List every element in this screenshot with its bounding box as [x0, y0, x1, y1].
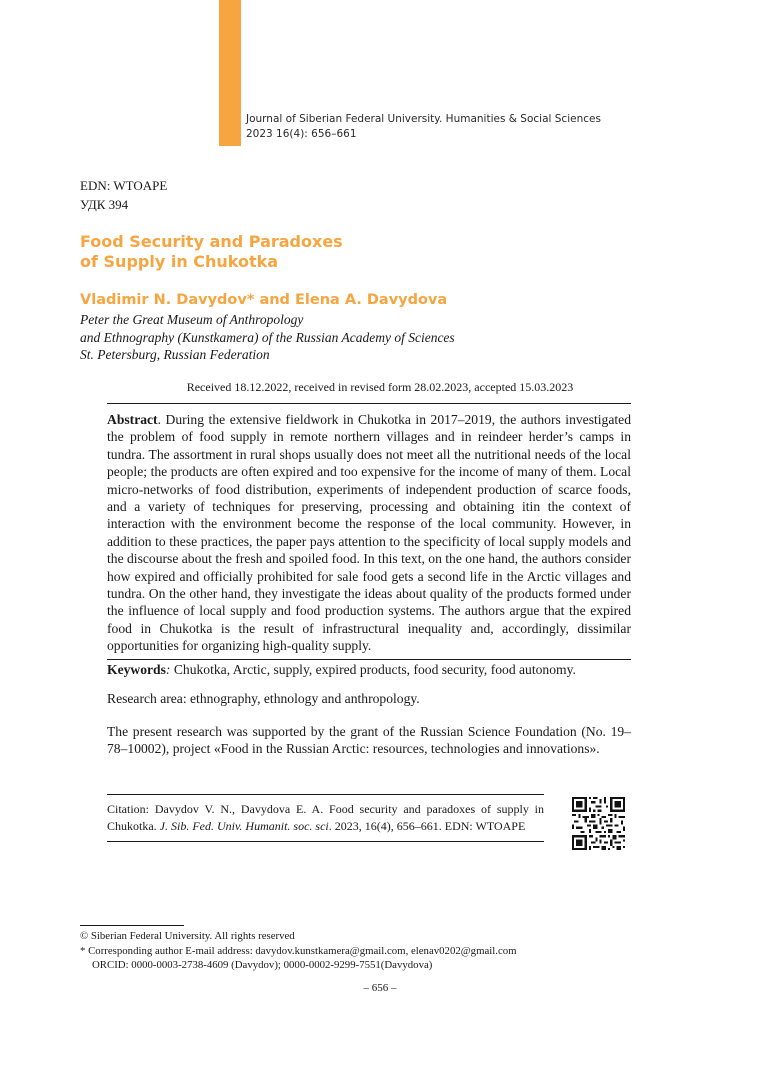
- udk-code: УДК 394: [80, 197, 129, 212]
- article-title: [80, 232, 343, 272]
- classification-codes: [80, 176, 167, 214]
- keywords-colon: :: [165, 662, 171, 677]
- journal-header: [246, 112, 601, 142]
- abstract-label: Abstract: [107, 412, 158, 427]
- affiliation-line-1: Peter the Great Museum of Anthropology: [80, 312, 304, 327]
- affiliation-line-2: and Ethnography (Kunstkamera) of the Russian Academy of Sciences: [80, 329, 455, 345]
- journal-issue: 2023 16(4): 656–661: [246, 128, 357, 140]
- qr-code[interactable]: [572, 797, 625, 850]
- citation-authors: Citation: Davydov V. N., Davydova E. A. Food security and paradoxes of supply in Chukotka.: [107, 802, 544, 833]
- affiliation-line-3: St. Petersburg, Russian Federation: [80, 347, 270, 362]
- footnotes: [80, 929, 517, 973]
- page-number: – 656 –: [363, 982, 397, 994]
- corresponding-author-note: * Corresponding author E-mail address: davydov.kunstkamera@gmail.com, elenav0202@gmail.com: [80, 944, 517, 957]
- keywords-text: Chukotka, Arctic, supply, expired products, food security, food autonomy.: [170, 662, 576, 677]
- received-dates: Received 18.12.2022, received in revised form 28.02.2023, accepted 15.03.2023: [186, 380, 574, 394]
- abstract: [107, 403, 631, 660]
- research-area: Research area: ethnography, ethnology and anthropology.: [107, 691, 420, 706]
- title-line-1: Food Security and Paradoxes: [80, 232, 343, 251]
- citation: [107, 794, 544, 842]
- title-line-2: of Supply in Chukotka: [80, 252, 279, 271]
- keywords-label: Keywords: [107, 662, 166, 677]
- journal-name: Journal of Siberian Federal University. Humanities & Social Sciences: [246, 113, 601, 125]
- citation-journal: J. Sib. Fed. Univ. Humanit. soc. sci: [159, 819, 329, 833]
- abstract-text: . During the extensive fieldwork in Chukotka in 2017–2019, the authors investigated the problem of food supply in remote northern villages and in reindeer herder’s camps in tundra. The assortment in rural shops usually does not meet all the nutritional needs of the local people; the products are often expired and too expensive for the income of many of them. Local micro-networks of food distribution, experiments of independent production of scarce foods, and a variety of techniques for preserving, processing and obtaining itin the context of interaction with the environment become the response of the local community. However, in addition to these practices, the paper pays attention to the specificity of local supply models and the discourse about the fresh and spoiled food. In this text, on the one hand, the authors consider how expired and officially prohibited for sale food gets a second life in the Arctic villages and tundra. On the other hand, they investigate the ideas about quality of the products formed under the influence of local supply and food production systems. The authors argue that the expired food in Chukotka is the result of infrastructural inequality and, accordingly, dissimilar opportunities for organizing high-quality supply.: [107, 412, 631, 654]
- header-accent-bar: [219, 0, 241, 146]
- funding-statement: The present research was supported by the grant of the Russian Science Foundation (No. 19–78–10002), project «Food in the Russian Arctic: resources, technologies and innovations».: [107, 724, 631, 757]
- affiliation: [80, 311, 455, 364]
- citation-details: . 2023, 16(4), 656–661. EDN: WTOAPE: [328, 819, 526, 833]
- orcid-note: ORCID: 0000-0003-2738-4609 (Davydov); 0000-0002-9299-7551(Davydova): [92, 959, 433, 971]
- edn-code: EDN: WTOAPE: [80, 178, 168, 193]
- copyright-note: © Siberian Federal University. All rights reserved: [80, 930, 295, 942]
- footnote-divider: [80, 925, 184, 926]
- authors: Vladimir N. Davydov* and Elena A. Davydova: [80, 292, 448, 308]
- keywords: [107, 661, 631, 678]
